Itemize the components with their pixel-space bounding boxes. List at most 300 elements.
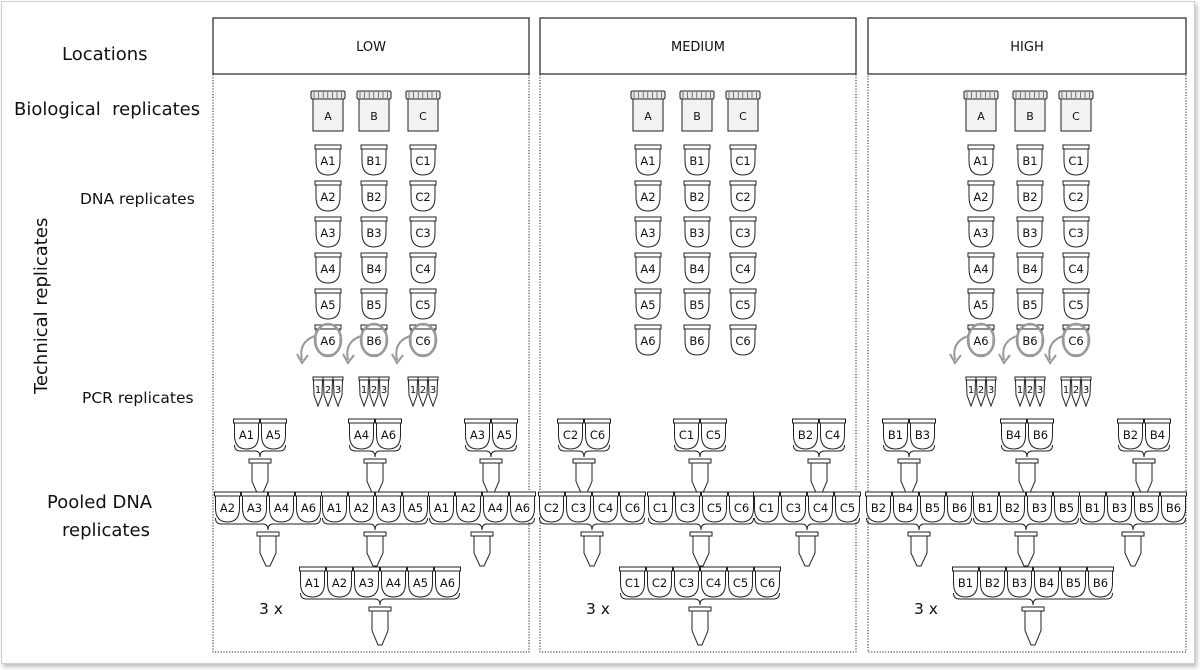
dna-tube: [1063, 289, 1089, 319]
tube-cap: [376, 419, 402, 423]
tube-label: B2: [797, 428, 814, 442]
tube-label: A4: [353, 428, 370, 442]
tube-cap: [635, 325, 661, 329]
jar-label: B: [370, 110, 378, 123]
dna-tube: [269, 492, 295, 522]
pooled-tube-cap: [898, 459, 920, 463]
tube-label: B4: [1038, 576, 1055, 590]
tube-label: A5: [412, 576, 429, 590]
tube-cap: [968, 217, 994, 221]
tube-label: C2: [1068, 190, 1084, 204]
tube-label: C3: [1068, 226, 1084, 240]
pooled-tube-body: [252, 463, 268, 495]
tube-cap: [1017, 181, 1043, 185]
pooled-tube-cap: [364, 532, 386, 536]
tube-label: A1: [320, 154, 336, 168]
jar-label: A: [644, 110, 652, 123]
tube-label: C3: [785, 501, 802, 515]
tube-label: A6: [380, 428, 397, 442]
dna-tube: [635, 325, 661, 355]
tube-label: A6: [514, 501, 531, 515]
dna-tube: [1054, 492, 1080, 522]
pcr-tube-label: 3: [987, 385, 995, 396]
pooled-tube-body: [474, 536, 490, 566]
pcr-tube: [408, 377, 418, 406]
biological-replicate-jar: [726, 91, 760, 131]
tube-label: C1: [624, 576, 641, 590]
tube-label: B6: [366, 334, 382, 348]
pcr-tube: [369, 377, 379, 406]
pooled-tube: [689, 607, 711, 645]
tube-label: A6: [439, 576, 456, 590]
tube-label: B4: [897, 501, 914, 515]
dna-tube: [953, 567, 979, 597]
tube-cap: [510, 492, 536, 496]
location-header-label: LOW: [356, 40, 386, 55]
pooled-tube-body: [584, 536, 600, 566]
tube-cap: [684, 325, 710, 329]
tube-label: B2: [1122, 428, 1139, 442]
tube-label: B1: [689, 154, 705, 168]
pcr-tube-label: 2: [370, 385, 378, 396]
tube-cap: [635, 289, 661, 293]
row-label-pooled-dna: Pooled DNA: [47, 492, 153, 513]
jar-label: A: [977, 110, 985, 123]
biological-replicate-jar: [311, 91, 345, 131]
tube-cap: [429, 492, 455, 496]
pooled-tube-cap: [1122, 532, 1144, 536]
group-brace: [621, 593, 780, 605]
tube-cap: [242, 492, 268, 496]
dna-tube: [675, 492, 701, 522]
dna-tube: [410, 145, 436, 175]
tube-label: B6: [1032, 428, 1049, 442]
tube-cap: [1027, 492, 1053, 496]
pcr-tube: [323, 377, 333, 406]
dna-tube: [754, 492, 780, 522]
tube-cap: [215, 492, 241, 496]
pooled-tube-cap: [1022, 607, 1044, 611]
tube-cap: [1063, 181, 1089, 185]
dna-tube: [1007, 567, 1033, 597]
dna-tube: [1063, 181, 1089, 211]
dna-tube: [566, 492, 592, 522]
tube-label: B4: [1005, 428, 1022, 442]
dna-tube: [910, 419, 936, 449]
dna-tube: [296, 492, 322, 522]
tube-cap: [808, 492, 834, 496]
tube-label: A6: [300, 501, 317, 515]
pcr-tube: [379, 377, 389, 406]
tube-cap: [349, 419, 375, 423]
dna-tube: [968, 145, 994, 175]
dna-tube: [1000, 492, 1026, 522]
tube-label: C6: [1068, 334, 1084, 348]
dna-tube: [403, 492, 429, 522]
dna-tube: [730, 253, 756, 283]
pooled-tube-cap: [1015, 532, 1037, 536]
pooled-tube-body: [372, 611, 388, 645]
dna-tube: [701, 419, 727, 449]
tube-label: B5: [1058, 501, 1075, 515]
tube-label: C6: [589, 428, 606, 442]
tube-label: B1: [1084, 501, 1101, 515]
pcr-tube-label: 1: [314, 385, 322, 396]
dna-tube: [1063, 217, 1089, 247]
tube-cap: [315, 145, 341, 149]
dna-tube: [1088, 567, 1114, 597]
tube-label: C5: [1068, 298, 1084, 312]
dna-tube: [361, 217, 387, 247]
tube-cap: [635, 145, 661, 149]
dna-tube: [1017, 289, 1043, 319]
tube-cap: [620, 567, 646, 571]
tube-label: B2: [366, 190, 382, 204]
dna-tube: [354, 567, 380, 597]
pcr-tube: [333, 377, 343, 406]
dna-tube: [728, 567, 754, 597]
tube-label: C4: [415, 262, 431, 276]
pooled-tube: [364, 459, 386, 495]
row-label-pcr-replicates: PCR replicates: [82, 389, 194, 407]
tube-label: B6: [689, 334, 705, 348]
tube-cap: [315, 217, 341, 221]
pooled-tube-cap: [808, 459, 830, 463]
tube-cap: [866, 492, 892, 496]
tube-label: C2: [562, 428, 579, 442]
tube-cap: [483, 492, 509, 496]
tube-label: C2: [735, 190, 751, 204]
pooled-tube: [573, 459, 595, 495]
pooled-tube-body: [576, 463, 592, 495]
tube-label: C1: [415, 154, 431, 168]
pooled-tube-cap: [249, 459, 271, 463]
tube-cap: [261, 419, 287, 423]
dna-tube: [349, 492, 375, 522]
pooled-tube-cap: [369, 607, 391, 611]
pooled-tube-cap: [364, 459, 386, 463]
tube-cap: [793, 419, 819, 423]
tube-cap: [315, 181, 341, 185]
row-label-pooled-replicates: replicates: [62, 520, 150, 541]
pooled-tube: [690, 532, 712, 566]
tube-cap: [730, 181, 756, 185]
pooled-tube-body: [811, 463, 827, 495]
tube-cap: [1017, 145, 1043, 149]
tube-cap: [648, 492, 674, 496]
tube-cap: [754, 492, 780, 496]
tube-cap: [910, 419, 936, 423]
dna-tube: [647, 567, 673, 597]
tube-cap: [968, 181, 994, 185]
tube-cap: [1000, 492, 1026, 496]
tube-label: C4: [1068, 262, 1084, 276]
tube-label: C6: [624, 501, 641, 515]
pooled-tube-cap: [908, 532, 930, 536]
tube-label: B2: [984, 576, 1001, 590]
pcr-tube-label: 2: [1026, 385, 1034, 396]
tube-label: B3: [1111, 501, 1128, 515]
pooled-tube-cap: [690, 532, 712, 536]
pcr-tube-label: 3: [1036, 385, 1044, 396]
pcr-tube: [966, 377, 976, 406]
dna-tube: [620, 492, 646, 522]
tube-label: B2: [689, 190, 705, 204]
biological-replicate-jar: [406, 91, 440, 131]
tube-label: A5: [973, 298, 989, 312]
pcr-tube-label: 3: [429, 385, 437, 396]
jar-label: B: [693, 110, 701, 123]
dna-tube: [729, 492, 755, 522]
dna-tube: [376, 419, 402, 449]
tube-cap: [1007, 567, 1033, 571]
tube-label: A4: [973, 262, 989, 276]
tube-cap: [327, 567, 353, 571]
dna-tube: [730, 217, 756, 247]
tube-cap: [620, 492, 646, 496]
tube-cap: [361, 181, 387, 185]
tube-cap: [968, 145, 994, 149]
tube-label: A2: [353, 501, 370, 515]
row-labels: [14, 44, 200, 541]
tube-label: A5: [407, 501, 424, 515]
tube-cap: [675, 492, 701, 496]
dna-tube: [381, 567, 407, 597]
tube-cap: [701, 567, 727, 571]
tube-cap: [635, 217, 661, 221]
pcr-tube-label: 1: [1016, 385, 1024, 396]
tube-label: A3: [246, 501, 263, 515]
tube-cap: [296, 492, 322, 496]
tube-label: B5: [366, 298, 382, 312]
tube-cap: [361, 253, 387, 257]
tube-label: B5: [689, 298, 705, 312]
tube-label: A4: [320, 262, 336, 276]
tube-cap: [566, 492, 592, 496]
dna-tube: [349, 419, 375, 449]
pcr-tube-label: 1: [1062, 385, 1070, 396]
tube-label: C1: [735, 154, 751, 168]
dna-tube: [730, 289, 756, 319]
tube-cap: [1161, 492, 1187, 496]
dna-tube: [456, 492, 482, 522]
pooled-tube-cap: [796, 532, 818, 536]
dna-tube: [635, 181, 661, 211]
replicate-diagram: [2, 2, 1196, 665]
dna-tube: [408, 567, 434, 597]
tube-label: B4: [1022, 262, 1038, 276]
pooled-tube: [257, 532, 279, 566]
dna-tube: [701, 567, 727, 597]
dna-tube: [674, 419, 700, 449]
tube-label: A5: [320, 298, 336, 312]
dna-tube: [684, 181, 710, 211]
tube-cap: [593, 492, 619, 496]
dna-tube: [635, 289, 661, 319]
pooled-tube-cap: [480, 459, 502, 463]
dna-tube: [1028, 419, 1054, 449]
location-header-label: HIGH: [1010, 40, 1044, 55]
dna-tube: [980, 567, 1006, 597]
tube-label: A2: [640, 190, 656, 204]
dna-tube: [539, 492, 565, 522]
dna-tube: [234, 419, 260, 449]
panel-medium: [539, 18, 861, 652]
tube-label: B5: [1065, 576, 1082, 590]
tube-label: C1: [678, 428, 695, 442]
tube-label: B2: [1022, 190, 1038, 204]
tube-label: C1: [1068, 154, 1084, 168]
tube-cap: [729, 492, 755, 496]
tube-label: A3: [640, 226, 656, 240]
tube-label: A3: [320, 226, 336, 240]
pcr-tube: [418, 377, 428, 406]
tube-cap: [883, 419, 909, 423]
tube-label: C6: [735, 334, 751, 348]
tube-label: A6: [973, 334, 989, 348]
tube-cap: [730, 325, 756, 329]
tube-cap: [1063, 253, 1089, 257]
tube-cap: [269, 492, 295, 496]
tube-cap: [410, 145, 436, 149]
tube-label: A5: [496, 428, 513, 442]
dna-tube: [315, 217, 341, 247]
tube-label: A5: [640, 298, 656, 312]
tube-label: C6: [415, 334, 431, 348]
tube-cap: [1017, 289, 1043, 293]
pcr-tube: [976, 377, 986, 406]
pooled-tube: [364, 532, 386, 566]
tube-label: B3: [1011, 576, 1028, 590]
tube-label: C3: [678, 576, 695, 590]
tube-label: A6: [640, 334, 656, 348]
dna-tube: [1017, 217, 1043, 247]
tube-cap: [1028, 419, 1054, 423]
dna-tube: [242, 492, 268, 522]
pooled-tube-cap: [573, 459, 595, 463]
dna-tube: [315, 181, 341, 211]
tube-cap: [730, 217, 756, 221]
tube-label: B5: [1138, 501, 1155, 515]
tube-label: A2: [331, 576, 348, 590]
pooled-tube: [1122, 532, 1144, 566]
panel-low: [213, 18, 536, 652]
dna-tube: [1063, 253, 1089, 283]
dna-tube: [1034, 567, 1060, 597]
tube-label: C6: [759, 576, 776, 590]
pooled-tube: [1016, 459, 1038, 495]
tube-label: B3: [366, 226, 382, 240]
tube-label: B2: [1004, 501, 1021, 515]
dna-tube: [300, 567, 326, 597]
tube-cap: [755, 567, 781, 571]
dna-tube: [1134, 492, 1160, 522]
tube-label: B1: [977, 501, 994, 515]
pcr-tube-label: 2: [419, 385, 427, 396]
tube-label: C4: [597, 501, 614, 515]
pooled-tube: [808, 459, 830, 495]
tube-cap: [674, 419, 700, 423]
pooled-tube-body: [693, 536, 709, 566]
tube-cap: [1088, 567, 1114, 571]
tube-cap: [361, 145, 387, 149]
pcr-tube: [1081, 377, 1091, 406]
pcr-tube: [359, 377, 369, 406]
tube-label: A4: [487, 501, 504, 515]
biological-replicate-jar: [1059, 91, 1093, 131]
dna-tube: [1017, 145, 1043, 175]
tube-label: B5: [924, 501, 941, 515]
tube-label: C3: [735, 226, 751, 240]
pooled-tube: [908, 532, 930, 566]
tube-cap: [1118, 419, 1144, 423]
location-header-label: MEDIUM: [670, 40, 726, 55]
jar-label: A: [324, 110, 332, 123]
tube-label: C4: [735, 262, 751, 276]
tube-cap: [920, 492, 946, 496]
tube-cap: [730, 289, 756, 293]
tube-cap: [585, 419, 611, 423]
dna-tube: [585, 419, 611, 449]
biological-replicate-jar: [964, 91, 998, 131]
pcr-tube: [428, 377, 438, 406]
tube-label: C6: [733, 501, 750, 515]
dna-tube: [410, 289, 436, 319]
tube-cap: [234, 419, 260, 423]
biological-replicate-jar: [680, 91, 714, 131]
dna-tube: [1063, 145, 1089, 175]
location-panels: [213, 18, 1187, 652]
tube-cap: [1001, 419, 1027, 423]
dna-tube: [968, 181, 994, 211]
dna-tube: [361, 181, 387, 211]
row-label-technical-replicates: Technical replicates: [31, 217, 52, 394]
dna-tube: [410, 253, 436, 283]
pooled-tube: [689, 459, 711, 495]
tube-label: C4: [824, 428, 841, 442]
dna-tube: [1107, 492, 1133, 522]
pooled-tube: [369, 607, 391, 645]
tube-label: C3: [415, 226, 431, 240]
dna-tube: [215, 492, 241, 522]
tube-cap: [300, 567, 326, 571]
tube-label: C5: [415, 298, 431, 312]
tube-cap: [947, 492, 973, 496]
pooled-tube-cap: [1133, 459, 1155, 463]
dna-tube: [684, 145, 710, 175]
tube-label: B6: [951, 501, 968, 515]
tube-label: B4: [366, 262, 382, 276]
dna-tube: [808, 492, 834, 522]
dna-tube: [755, 567, 781, 597]
pcr-tube: [1071, 377, 1081, 406]
tube-cap: [410, 253, 436, 257]
tube-label: B1: [1022, 154, 1038, 168]
pcr-tube-label: 3: [1082, 385, 1090, 396]
dna-tube: [648, 492, 674, 522]
pcr-tube-label: 2: [1072, 385, 1080, 396]
tube-label: A4: [273, 501, 290, 515]
dna-tube: [684, 253, 710, 283]
dna-tube: [361, 253, 387, 283]
tube-label: B5: [1022, 298, 1038, 312]
pcr-tube-label: 2: [977, 385, 985, 396]
figure-frame: [1, 1, 1195, 664]
tube-label: B2: [870, 501, 887, 515]
jar-label: C: [1072, 110, 1080, 123]
dna-tube: [315, 145, 341, 175]
tube-cap: [835, 492, 861, 496]
